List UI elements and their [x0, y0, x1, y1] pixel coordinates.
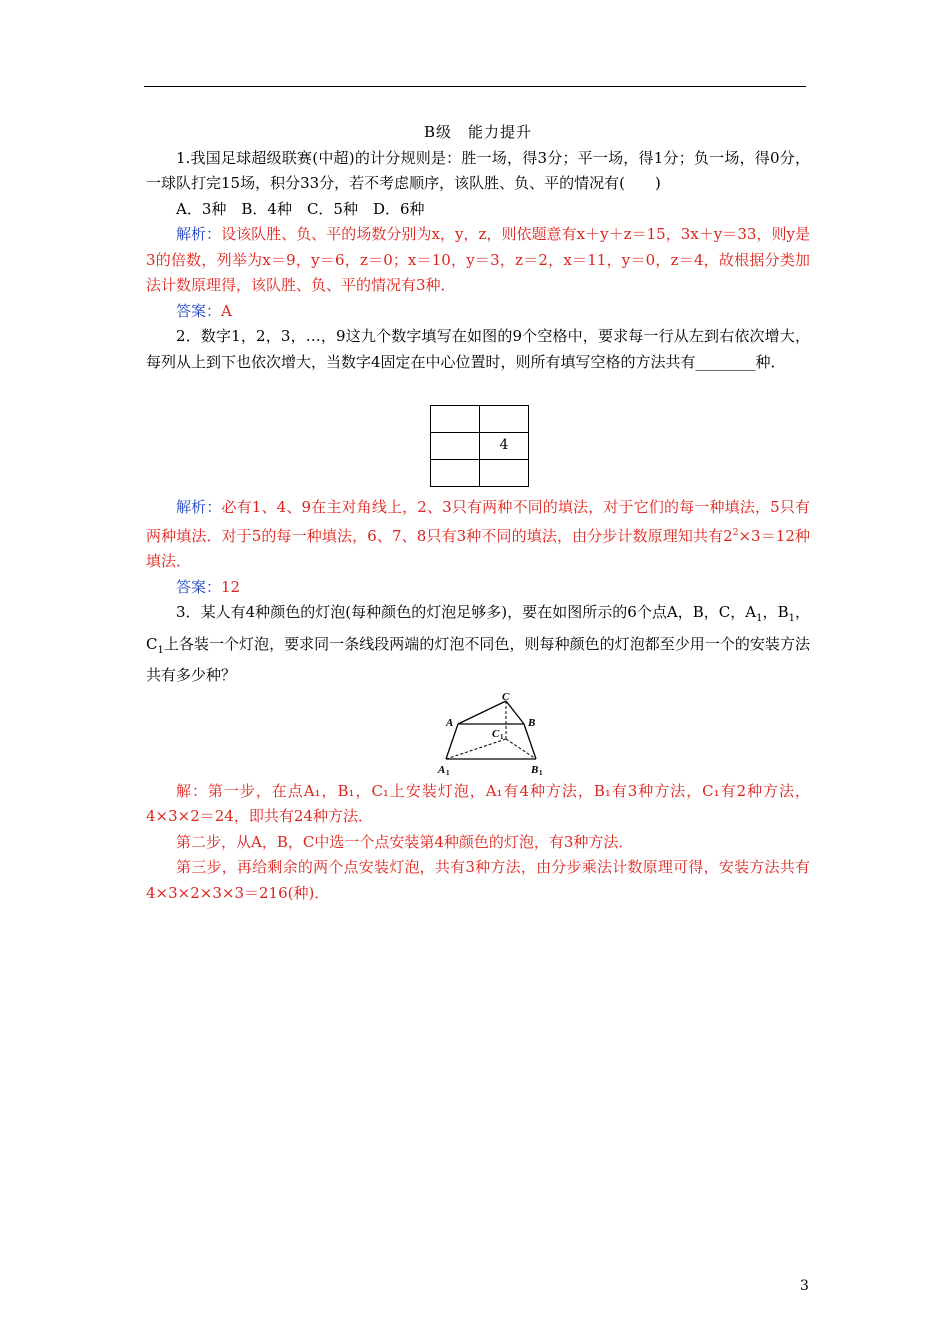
q1-analysis — [146, 222, 810, 299]
q3-stem-b: ，B — [762, 603, 789, 621]
q3-stem-d: 上各装一个灯泡，要求同一条线段两端的灯泡不同色，则每种颜色的灯泡都至少用一个的安装方法共有多少种？ — [146, 634, 810, 684]
q3-solution-step1: 解：第一步，在点A₁，B₁，C₁上安装灯泡，A₁有4种方法，B₁有3种方法，C₁有2种方法，4×3×2＝24，即共有24种方法． — [146, 781, 810, 825]
grid-cell — [431, 406, 480, 433]
grid-cell-center: 4 — [480, 433, 529, 460]
q3-sub: 1 — [788, 613, 795, 624]
q3-stem-c: ，C — [146, 603, 810, 653]
q2-analysis-text-a: 必有1、4、9在主对角线上，2、3只有两种不同的填法，对于它们的每一种填法，5只有两种填法．对于5的每一种填法，6、7、8只有3种不同的填法，由分步计数原理知共有2 — [146, 498, 810, 545]
grid-cell — [431, 433, 480, 460]
grid-cell — [431, 460, 480, 487]
label-B1: B — [531, 763, 539, 776]
q3-stem — [146, 600, 810, 689]
q1-answer-label: 答案： — [176, 301, 222, 320]
q2-answer-value: 12 — [221, 577, 241, 596]
q3-frustum-figure — [146, 689, 810, 779]
q1-analysis-label: 解析： — [176, 225, 222, 243]
q2-analysis-label: 解析： — [176, 498, 222, 516]
q2-analysis-sup: 2 — [732, 527, 739, 538]
q3-sub: 1 — [157, 644, 164, 656]
label-C: C — [502, 692, 510, 703]
document-body — [146, 120, 810, 906]
header-rule — [144, 86, 806, 87]
q1-answer — [146, 299, 810, 325]
label-sub: 1 — [539, 768, 543, 777]
q1-options: A．3种 B．4种 C．5种 D．6种 — [176, 199, 425, 218]
q1-analysis-text: 设该队胜、负、平的场数分别为x，y，z，则依题意有x＋y＋z＝15，3x＋y＝33，则y是3的倍数，列举为x＝9，y＝6，z＝0；x＝10，y＝3，z＝2，x＝11，y＝0，z＝4，故根据分类加法计数原理得，该队胜、负、平的情况有3种． — [146, 225, 810, 294]
page-number: 3 — [800, 1278, 809, 1294]
q2-answer-label: 答案： — [176, 577, 222, 596]
q2-analysis — [146, 495, 810, 575]
q1-stem: 1.我国足球超级联赛(中超)的计分规则是：胜一场，得3分；平一场，得1分；负一场，得0分，一球队打完15场，积分33分，若不考虑顺序，该队胜、负、平的情况有( ) — [146, 148, 810, 192]
label-A: A — [446, 716, 454, 729]
label-sub: 1 — [446, 768, 450, 777]
q3-stem-a: 3．某人有4种颜色的灯泡(每种颜色的灯泡足够多)，要在如图所示的6个点A，B，C，A — [176, 603, 757, 621]
number-grid — [430, 405, 529, 487]
q1-answer-value: A — [221, 301, 232, 320]
q2-answer — [146, 575, 810, 601]
q2-grid-figure — [146, 375, 810, 495]
grid-cell — [480, 406, 529, 433]
label-C1: C — [492, 727, 500, 740]
q3-solution-step2: 第二步，从A，B，C中选一个点安装第4种颜色的灯泡，有3种方法． — [176, 832, 634, 851]
q2-stem: 2．数字1，2，3，…，9这九个数字填写在如图的9个空格中，要求每一行从左到右依次增大，每列从上到下也依次增大，当数字4固定在中心位置时，则所有填写空格的方法共有________种． — [146, 327, 810, 371]
grid-cell — [480, 460, 529, 487]
q2-analysis-text-b: ×3＝12种填法． — [146, 526, 811, 570]
label-A1: A — [438, 763, 446, 776]
q3-sub: 1 — [756, 613, 763, 624]
q3-solution-step3: 第三步，再给剩余的两个点安装灯泡，共有3种方法，由分步乘法计数原理可得，安装方法共有4×3×2×3×3＝216(种)． — [146, 858, 810, 902]
label-sub: 1 — [500, 732, 504, 741]
section-title: B级 能力提升 — [423, 123, 533, 141]
frustum-diagram — [436, 693, 556, 779]
label-B: B — [528, 716, 536, 729]
